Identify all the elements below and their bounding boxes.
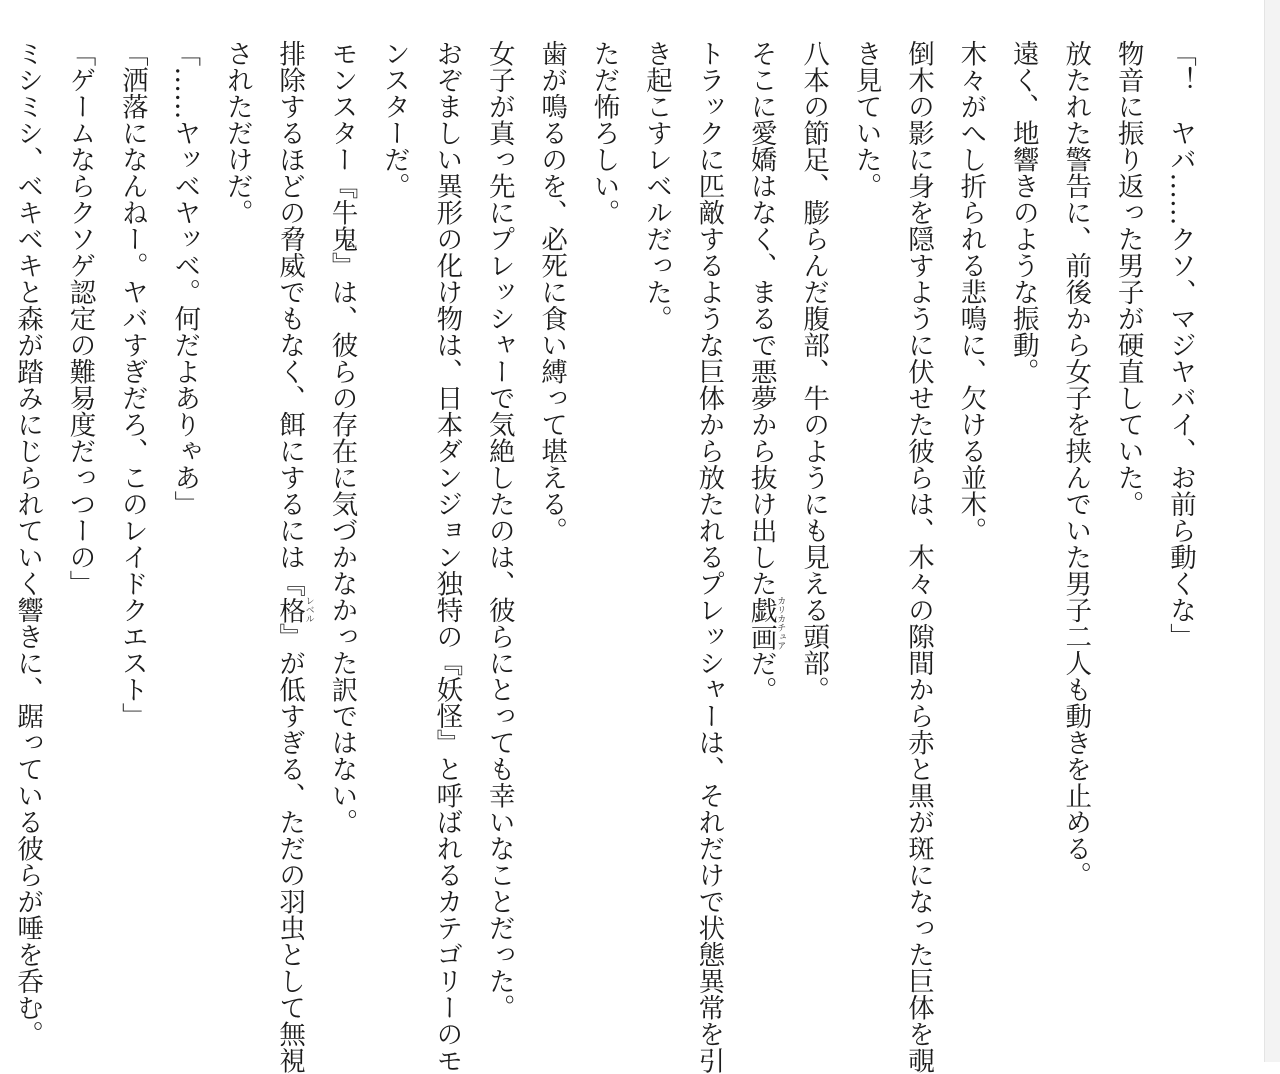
text-segment: 』が低すぎる、ただの羽虫として無視 (274, 623, 306, 1074)
text-line (892, 40, 944, 1074)
text-line (158, 40, 210, 1040)
text-line (577, 40, 629, 1040)
text-line (996, 40, 1048, 1040)
text-line (368, 40, 420, 1040)
text-line (1, 40, 53, 1047)
text-line (1049, 40, 1101, 1040)
text-line (682, 40, 734, 1074)
ruby-annotation (745, 596, 786, 651)
text-line (472, 40, 524, 1040)
text-segment: モンスター『牛鬼』は、彼らの存在に気づかなかった訳ではない。 (326, 40, 358, 835)
text-line (105, 40, 157, 1040)
text-segment: おぞましい異形の化け物は、日本ダンジョン独特の『妖怪』と呼ばれるカテゴリーのモ (431, 40, 463, 1074)
text-segment: 排除するほどの脅威でもなく、餌にするには『 (274, 40, 306, 597)
ruby-reading-text: レベル (303, 596, 314, 624)
text-segment: き起こすレベルだった。 (640, 40, 672, 332)
text-line (839, 40, 891, 1040)
ruby-reading-text: カリカチュア (775, 596, 786, 651)
ruby-base-text: 戯画 (745, 596, 777, 651)
text-segment: 木々がへし折られる悲鳴に、欠ける並木。 (955, 40, 987, 544)
text-segment: 「洒落になんねー。ヤバすぎだろ、このレイドクエスト」 (116, 40, 148, 729)
text-segment: 「ゲームならクソゲ認定の難易度だっつーの」 (64, 40, 96, 597)
vertical-text-body (0, 40, 1206, 1074)
text-segment: ただ怖ろしい。 (588, 40, 620, 226)
text-line (734, 40, 786, 1040)
text-line (944, 40, 996, 1040)
text-segment: 女子が真っ先にプレッシャーで気絶したのは、彼らにとっても幸いなことだった。 (483, 40, 515, 1021)
text-line (263, 40, 315, 1074)
text-segment: 「……ヤッベヤッベ。何だよありゃあ」 (169, 40, 201, 517)
text-segment: 八本の節足、膨らんだ腹部、牛のようにも見える頭部。 (798, 40, 830, 703)
text-segment: だ。 (745, 650, 777, 703)
text-segment: 遠く、地響きのような振動。 (1007, 40, 1039, 385)
text-segment: されただけだ。 (221, 40, 253, 226)
text-line (787, 40, 839, 1040)
text-line (1154, 40, 1206, 1040)
text-line (0, 40, 1, 1040)
text-segment: 「！ ヤバ……クソ、マジヤバイ、お前ら動くな」 (1165, 40, 1196, 650)
text-segment: き見ていた。 (850, 40, 882, 199)
text-segment: 物音に振り返った男子が硬直していた。 (1112, 40, 1144, 517)
text-segment: トラックに匹敵するような巨体から放たれるプレッシャーは、それだけで状態異常を引 (693, 40, 725, 1074)
ruby-annotation (274, 596, 314, 624)
text-line (53, 40, 105, 1040)
text-segment: 歯が鳴るのを、必死に食い縛って堪える。 (536, 40, 568, 544)
text-line (210, 40, 262, 1040)
text-line (1101, 40, 1153, 1040)
text-line (525, 40, 577, 1040)
text-segment: 倒木の影に身を隠すように伏せた彼らは、木々の隙間から赤と黒が斑になった巨体を覗 (902, 40, 934, 1074)
page-edge (1264, 0, 1280, 1062)
text-line (315, 40, 367, 1040)
text-line (420, 40, 472, 1074)
text-segment: ミシミシ、ベキベキと森が踏みにじられていく響きに、踞っている彼らが唾を呑む。 (12, 40, 44, 1047)
text-segment: 放たれた警告に、前後から女子を挟んでいた男子二人も動きを止める。 (1060, 40, 1092, 888)
text-segment: そこに愛嬌はなく、まるで悪夢から抜け出した (745, 40, 777, 597)
text-segment: ンスターだ。 (378, 40, 410, 199)
ruby-base-text: 格 (274, 596, 306, 624)
text-line (630, 40, 682, 1040)
